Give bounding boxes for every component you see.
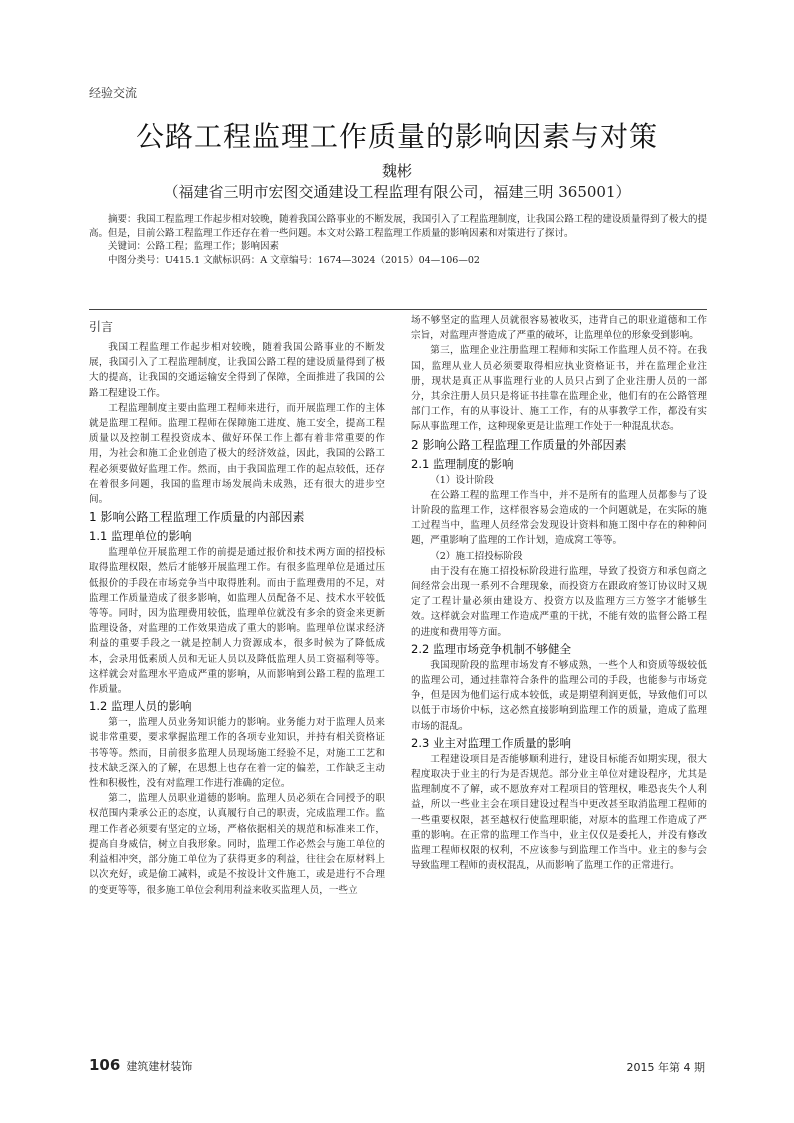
column-label: 经验交流 — [89, 86, 138, 100]
section-heading-1: 1 影响公路工程监理工作质量的内部因素 — [89, 510, 305, 525]
abstract-block — [89, 213, 707, 267]
paragraph: 第三，监理企业注册监理工程师和实际工作监理人员不符。在我国，监理从业人员必须要取得相应执业资格证书，并在监理企业注册，现状是真正从事监理行业的人员只占到了企业注册人员的一部分，其余注册人员只是将证书挂靠在监理企业，他们有的在公路管理部门工作，有的从事设计、施工工作，有的从事教学工作，都没有实际从事监理工作，这种现象更是让监理工作处于一种混乱状态。 — [411, 345, 707, 433]
paragraph: 第二，监理人员职业道德的影响。监理人员必须在合同授予的职权范围内秉承公正的态度，认真履行自己的职责，完成监理工作。监理工作者必须要有坚定的立场，严格依据相关的规范和标准来工作，提高自身威信，树立自我形象。同时，监理工作必然会与施工单位的利益相冲突，部分施工单位为了获得更多的利益，往往会在原材料上以次充好，或是偷工减料，或是不按设计文件施工，或是进行不合理的变更等等，很多施工单位会利用利益来收买监理人员，一些立 — [89, 793, 385, 896]
subsection-heading-1-1: 1.1 监理单位的影响 — [89, 529, 192, 544]
paragraph: 监理单位开展监理工作的前提是通过报价和技术两方面的招投标取得监理权限，然后才能够开展监理工作。有很多监理单位是通过压低报价的手段在市场竞争当中取得胜利。而由于监理费用的不足，对监理工作质量造成了很多影响，如监理人员配备不足、技术水平较低等等。同时，因为监理费用较低，监理单位就没有多余的资金来更新监理设备，对监理的工作效果造成了重大的影响。监理单位谋求经济利益的重要手段之一就是控制人力资源成本，很多时候为了降低成本，会录用低素质人员和无证人员以及降低监理人员工资福利等等。这样就会对监理水平造成严重的影响，从而影响到公路工程的监理工作质量。 — [89, 547, 385, 696]
section-heading-intro: 引言 — [89, 320, 114, 334]
abstract: 摘要：我国工程监理工作起步相对较晚，随着我国公路事业的不断发展，我国引入了工程监理制度，让我国公路工程的建设质量得到了极大的提高。但是，目前公路工程监理工作还存在着一些问题。本文对公路工程监理工作质量的影响因素和对策进行了探讨。 — [89, 214, 707, 239]
footer-left — [89, 1056, 192, 1074]
paragraph: 由于没有在施工招投标阶段进行监理，导致了投资方和承包商之间经常会出现一系列不合理现象，而投资方在跟政府签订协议时又规定了工程计量必须由建设方、投资方以及监理方三方签字才能够生效。这样就会对监理工作造成严重的干扰，不能有效的监督公路工程的进度和费用等方面。 — [411, 565, 707, 638]
section-heading-2: 2 影响公路工程监理工作质量的外部因素 — [411, 437, 627, 452]
subsection-heading-1-2: 1.2 监理人员的影响 — [89, 699, 192, 714]
issue-label: 2015 年第 4 期 — [626, 1061, 705, 1074]
paragraph-continued: 场不够坚定的监理人员就很容易被收买，违背自己的职业道德和工作宗旨，对监理声誉造成了严重的破坏，让监理单位的形象受到影响。 — [411, 315, 707, 342]
page-number: 106 — [89, 1056, 121, 1074]
paragraph: 我国现阶段的监理市场发育不够成熟，一些个人和资质等级较低的监理公司，通过挂靠符合条件的监理公司的手段，也能参与市场竞争，但是因为他们运行成本较低，或是期望利润更低，导致他们可以以低于市场价中标，这必然直接影响到监理工作的质量，造成了监理市场的混乱。 — [411, 659, 707, 732]
divider — [89, 309, 707, 310]
classification: 中图分类号：U415.1 文献标识码：A 文章编号：1674—3024（2015）04—106—02 — [108, 254, 480, 266]
left-column — [89, 318, 385, 898]
list-item: （2）施工招投标阶段 — [430, 550, 523, 562]
right-column — [411, 313, 707, 874]
subsection-heading-2-1: 2.1 监理制度的影响 — [411, 456, 514, 471]
paragraph: 工程监理制度主要由监理工程师来进行，而开展监理工作的主体就是监理工程师。监理工程师在保障施工进度、施工安全，提高工程质量以及控制工程投资成本、做好环保工作上都有着非常重要的作用，为社会和施工企业创造了极大的经济效益，因此，我国的公路工程必须要做好监理工作。然而，由于我国监理工作的起点较低，还存在着很多问题，我国的监理市场发展尚未成熟，还有很大的进步空间。 — [89, 402, 385, 506]
journal-name: 建筑建材装饰 — [126, 1060, 193, 1073]
article-author: 魏彬 — [381, 162, 412, 180]
article-title: 公路工程监理工作质量的影响因素与对策 — [135, 120, 658, 153]
subsection-heading-2-3: 2.3 业主对监理工作质量的影响 — [411, 735, 571, 750]
paragraph: 工程建设项目是否能够顺利进行，建设目标能否如期实现，很大程度取决于业主的行为是否规范。部分业主单位对建设程序，尤其是监理制度不了解，或不愿放弃对工程项目的管理权，唯恐丧失个人利益，所以一些业主会在项目建设过程当中更改甚至取消监理工程师的一些重要权限，甚至越权行使监理职能，对原本的监理工作造成了严重的影响。在正常的监理工作当中，业主仅仅是委托人，并没有修改监理工程师权限的权利，不应该参与到监理工作当中。业主的参与会导致监理工程师的责权混乱，从而影响了监理工作的正常进行。 — [411, 753, 707, 872]
list-item: （1）设计阶段 — [430, 474, 494, 486]
paragraph: 在公路工程的监理工作当中，并不是所有的监理人员都参与了设计阶段的监理工作，这样很容易会造成的一个问题就是，在实际的施工过程当中，监理人员经常会发现设计资料和施工图中存在的种种问题，严重影响了监理的工作计划，造成窝工等等。 — [411, 489, 707, 547]
keywords: 关键词：公路工程；监理工作；影响因素 — [108, 241, 280, 253]
paragraph: 第一，监理人员业务知识能力的影响。业务能力对于监理人员来说非常重要，要求掌握监理工作的各项专业知识，并持有相关资格证书等等。然而，目前很多监理人员现场施工经验不足，对施工工艺和技术缺乏深入的了解，在思想上也存在着一定的偏差，工作缺乏主动性和积极性，没有对监理工作进行准确的定位。 — [89, 717, 385, 790]
paragraph: 我国工程监理工作起步相对较晚，随着我国公路事业的不断发展，我国引入了工程监理制度，让我国公路工程的建设质量得到了极大的提高，让我国的交通运输安全得到了保障，全面推进了我国的公路工程建设工作。 — [89, 342, 385, 399]
subsection-heading-2-2: 2.2 监理市场竞争机制不够健全 — [411, 641, 571, 656]
article-affiliation: （福建省三明市宏图交通建设工程监理有限公司，福建三明 365001） — [163, 183, 631, 201]
